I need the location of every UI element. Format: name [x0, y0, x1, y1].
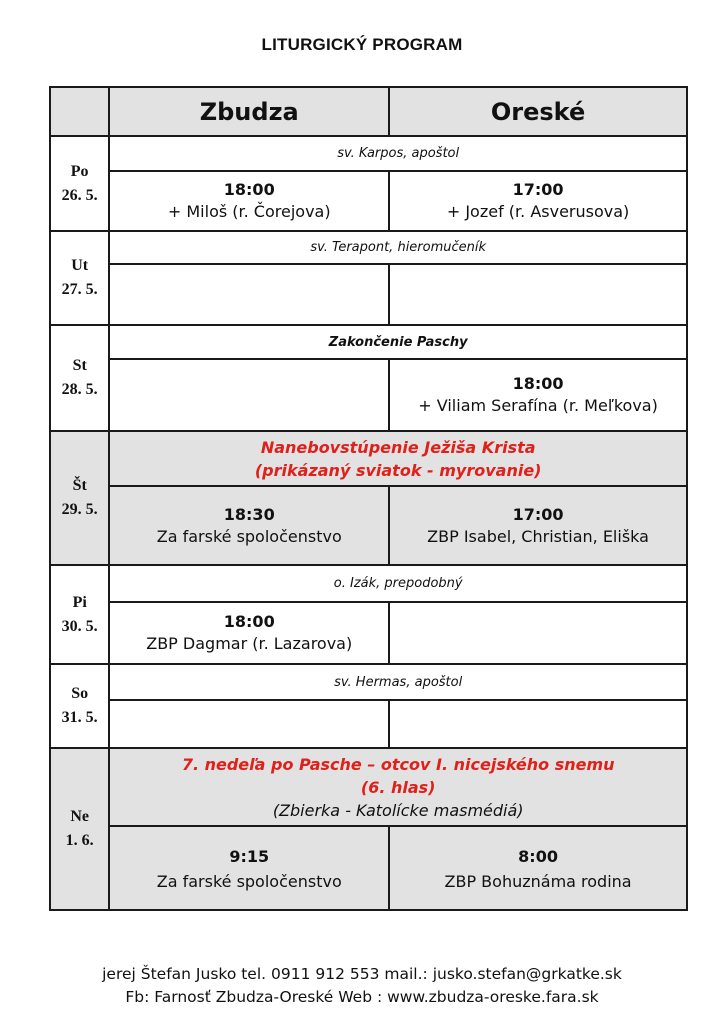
service-time: 18:30 [223, 504, 275, 524]
day-abbr: So [71, 685, 89, 702]
service-oreske [389, 700, 687, 748]
service-intention: ZBP Isabel, Christian, Eliška [427, 526, 649, 546]
day-date: 30. 5. [61, 617, 98, 635]
service-intention: Za farské spoločenstvo [156, 526, 342, 546]
feast-name: Zakončenie Paschy [109, 325, 687, 359]
service-oreske [389, 826, 687, 910]
feast-name: sv. Karpos, apoštol [109, 136, 687, 171]
feast-name [109, 431, 687, 486]
service-zbudza [109, 700, 389, 748]
service-zbudza [109, 359, 389, 431]
column-header-oreske: Oreské [389, 87, 687, 136]
service-oreske [389, 264, 687, 325]
day-feast-row [50, 565, 687, 602]
day-abbr: Ut [71, 257, 89, 274]
service-time: 17:00 [512, 180, 564, 199]
liturgical-schedule-table [49, 86, 688, 911]
header-row [50, 87, 687, 136]
feast-tone: (6. hlas) [360, 777, 436, 797]
day-label [50, 431, 109, 565]
service-oreske [389, 359, 687, 431]
day-feast-row [50, 231, 687, 264]
day-feast-row [50, 325, 687, 359]
service-intention: ZBP Bohuznáma rodina [444, 872, 632, 891]
service-time: 18:00 [512, 374, 564, 393]
web-line: Fb: Farnosť Zbudza-Oreské Web : www.zbudza-oreske.fara.sk [125, 988, 599, 1006]
day-abbr: Ne [70, 808, 89, 825]
day-service-row [50, 700, 687, 748]
day-label [50, 136, 109, 231]
day-service-row [50, 486, 687, 565]
day-feast-row [50, 748, 687, 826]
feast-title: Nanebovstúpenie Ježiša Krista [260, 437, 536, 457]
day-abbr: Po [70, 162, 89, 180]
day-label [50, 664, 109, 748]
feast-name: sv. Terapont, hieromučeník [109, 231, 687, 264]
day-service-row [50, 171, 687, 231]
service-oreske [389, 486, 687, 565]
service-time: 17:00 [512, 504, 564, 524]
service-zbudza [109, 486, 389, 565]
contact-footer [0, 963, 724, 1009]
service-time: 8:00 [518, 847, 558, 866]
service-oreske [389, 171, 687, 231]
feast-title: 7. nedeľa po Pasche – otcov I. nicejského snemu [181, 754, 615, 774]
service-intention: ZBP Dagmar (r. Lazarova) [146, 634, 353, 653]
day-date: 31. 5. [61, 709, 98, 726]
day-feast-row [50, 664, 687, 700]
service-intention: + Miloš (r. Čorejova) [167, 202, 331, 221]
feast-name [109, 748, 687, 826]
feast-collection-note: (Zbierka - Katolícke masmédiá) [272, 800, 524, 820]
day-date: 1. 6. [65, 832, 94, 849]
service-oreske [389, 602, 687, 664]
day-service-row [50, 826, 687, 910]
contact-line: jerej Štefan Jusko tel. 0911 912 553 mail.: jusko.stefan@grkatke.sk [102, 965, 622, 983]
service-time: 18:00 [223, 180, 275, 199]
service-intention: + Jozef (r. Asverusova) [446, 202, 630, 221]
column-header-zbudza: Zbudza [109, 87, 389, 136]
day-date: 29. 5. [61, 501, 98, 518]
service-intention: Za farské spoločenstvo [156, 872, 342, 891]
day-service-row [50, 264, 687, 325]
day-label [50, 231, 109, 325]
day-service-row [50, 602, 687, 664]
day-label [50, 565, 109, 664]
day-feast-row [50, 431, 687, 486]
service-zbudza [109, 602, 389, 664]
day-feast-row [50, 136, 687, 171]
service-zbudza [109, 826, 389, 910]
feast-subtitle: (prikázaný sviatok - myrovanie) [254, 460, 542, 480]
day-service-row [50, 359, 687, 431]
page-title: LITURGICKÝ PROGRAM [261, 35, 463, 54]
day-abbr: St [72, 357, 87, 374]
service-time: 9:15 [229, 847, 270, 866]
day-abbr: Pi [72, 593, 87, 611]
feast-name: o. Izák, prepodobný [109, 565, 687, 602]
day-date: 26. 5. [61, 186, 98, 204]
day-label [50, 325, 109, 431]
day-label [50, 748, 109, 910]
header-corner [50, 87, 109, 136]
day-date: 28. 5. [61, 381, 98, 398]
service-intention: + Viliam Serafína (r. Meľkova) [418, 396, 658, 415]
feast-name: sv. Hermas, apoštol [109, 664, 687, 700]
service-zbudza [109, 171, 389, 231]
service-zbudza [109, 264, 389, 325]
day-abbr: Št [72, 477, 87, 494]
day-date: 27. 5. [61, 281, 98, 298]
service-time: 18:00 [223, 612, 275, 631]
